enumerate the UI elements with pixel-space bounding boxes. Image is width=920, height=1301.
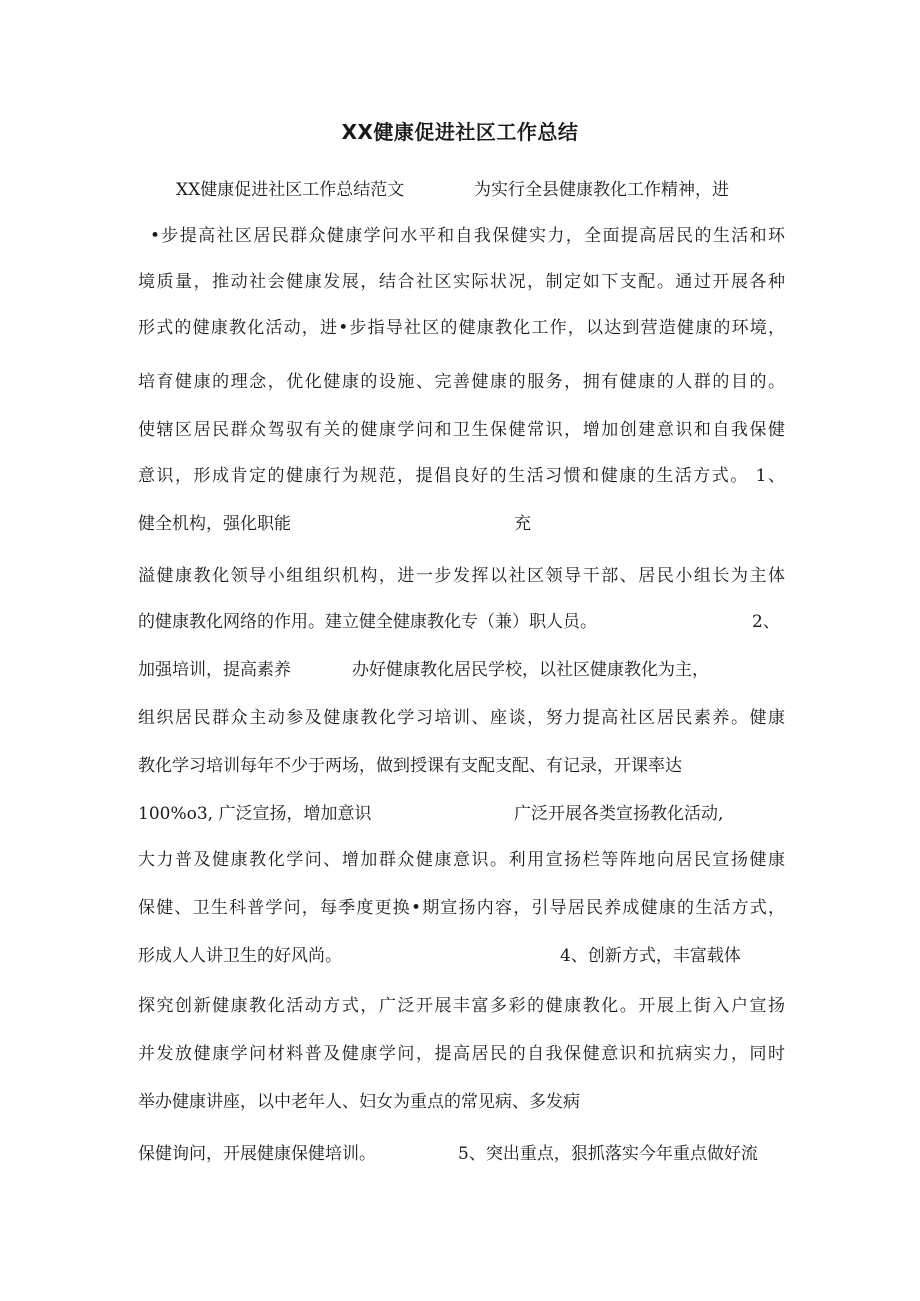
section-number: 2、: [752, 612, 780, 632]
paragraph-line: XX健康促进社区工作总结范文: [176, 180, 405, 200]
paragraph-line: 境质量，推动社会健康发展，结合社区实际状况，制定如下支配。通过开展各种: [138, 272, 785, 292]
paragraph-line: 并发放健康学问材料普及健康学问，提高居民的自我保健意识和抗病实力，同时: [138, 1044, 785, 1064]
paragraph-line: 大力普及健康教化学问、增加群众健康意识。利用宣扬栏等阵地向居民宣扬健康: [138, 850, 785, 870]
paragraph-line: 形成人人讲卫生的好风尚。: [138, 946, 342, 966]
paragraph-line: 培育健康的理念，优化健康的设施、完善健康的服务，拥有健康的人群的目的。: [138, 372, 785, 392]
paragraph-line: 组织居民群众主动参及健康教化学习培训、座谈，努力提高社区居民素养。健康: [138, 708, 785, 728]
paragraph-line: 探究创新健康教化活动方式，广泛开展丰富多彩的健康教化。开展上街入户宣扬: [138, 996, 785, 1016]
paragraph-line: 使辖区居民群众驾驭有关的健康学问和卫生保健常识，增加创建意识和自我保健: [138, 420, 785, 440]
paragraph-line: 保健询问，开展健康保健培训。: [138, 1144, 376, 1164]
paragraph-line: 举办健康讲座，以中老年人、妇女为重点的常见病、多发病: [138, 1092, 580, 1112]
paragraph-line: 溢健康教化领导小组组织机构，进一步发挥以社区领导干部、居民小组长为主体: [138, 566, 785, 586]
section-heading: 5、突出重点，狠抓落实今年重点做好流: [458, 1144, 758, 1164]
paragraph-line: 教化学习培训每年不少于两场，做到授课有支配支配、有记录，开课率达: [138, 756, 682, 776]
paragraph-line: 办好健康教化居民学校，以社区健康教化为主，: [352, 660, 709, 680]
paragraph-line: 为实行全县健康教化工作精神，进: [474, 180, 729, 200]
paragraph-line: 意识，形成肯定的健康行为规范，提倡良好的生活习惯和健康的生活方式。 1、: [138, 466, 785, 486]
paragraph-line: •步提高社区居民群众健康学问水平和自我保健实力，全面提高居民的生活和环: [150, 226, 785, 246]
section-heading: 100%o3, 广泛宣扬，增加意识: [138, 804, 372, 824]
paragraph-line: 的健康教化网络的作用。建立健全健康教化专（兼）职人员。: [138, 612, 597, 632]
paragraph-line: 形式的健康教化活动，进•步指导社区的健康教化工作，以达到营造健康的环境，: [138, 318, 785, 338]
paragraph-line: 充: [514, 514, 531, 534]
paragraph-line: 保健、卫生科普学问，每季度更换•期宣扬内容，引导居民养成健康的生活方式，: [138, 898, 785, 918]
page-title: XX健康促进社区工作总结: [341, 120, 579, 144]
section-heading: 4、创新方式，丰富载体: [560, 946, 741, 966]
section-heading: 加强培训，提高素养: [138, 660, 291, 680]
paragraph-line: 广泛开展各类宣扬教化活动,: [514, 804, 724, 824]
section-heading: 健全机构，强化职能: [138, 514, 291, 534]
